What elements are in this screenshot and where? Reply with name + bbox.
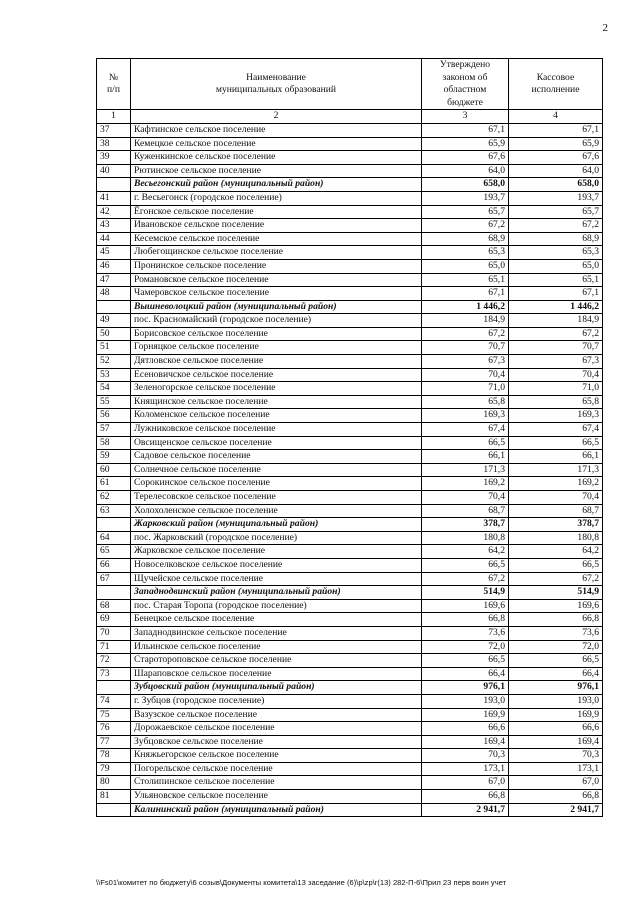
approved-amount: 65,1 bbox=[422, 273, 509, 287]
municipality-name: Борисовское сельское поселение bbox=[131, 327, 422, 341]
executed-amount: 67,2 bbox=[509, 219, 603, 233]
municipality-name: Пронинское сельское поселение bbox=[131, 259, 422, 273]
approved-amount: 171,3 bbox=[422, 463, 509, 477]
executed-amount: 193,7 bbox=[509, 191, 603, 205]
approved-amount: 976,1 bbox=[422, 681, 509, 695]
district-subtotal-row bbox=[97, 178, 603, 192]
table-row bbox=[97, 477, 603, 491]
district-subtotal-row bbox=[97, 681, 603, 695]
row-number: 62 bbox=[97, 491, 131, 505]
row-number: 70 bbox=[97, 626, 131, 640]
municipality-name: Дятловское сельское поселение bbox=[131, 355, 422, 369]
row-number: 48 bbox=[97, 287, 131, 301]
table-row bbox=[97, 219, 603, 233]
executed-amount: 67,2 bbox=[509, 572, 603, 586]
municipality-name: Калининский район (муниципальный район) bbox=[131, 803, 422, 817]
approved-amount: 173,1 bbox=[422, 762, 509, 776]
executed-amount: 66,8 bbox=[509, 790, 603, 804]
row-number: 76 bbox=[97, 722, 131, 736]
executed-amount: 169,9 bbox=[509, 708, 603, 722]
executed-amount: 2 941,7 bbox=[509, 803, 603, 817]
approved-amount: 67,2 bbox=[422, 219, 509, 233]
district-subtotal-row bbox=[97, 518, 603, 532]
row-number: 43 bbox=[97, 219, 131, 233]
table-row bbox=[97, 314, 603, 328]
approved-amount: 72,0 bbox=[422, 640, 509, 654]
table-row bbox=[97, 191, 603, 205]
approved-amount: 193,0 bbox=[422, 694, 509, 708]
approved-amount: 65,7 bbox=[422, 205, 509, 219]
row-number: 72 bbox=[97, 654, 131, 668]
row-number: 38 bbox=[97, 137, 131, 151]
municipality-name: Рютинское сельское поселение bbox=[131, 164, 422, 178]
approved-amount: 66,1 bbox=[422, 450, 509, 464]
municipality-name: Княщинское сельское поселение bbox=[131, 395, 422, 409]
municipality-name: Ивановское сельское поселение bbox=[131, 219, 422, 233]
municipality-name: Зубцовский район (муниципальный район) bbox=[131, 681, 422, 695]
table-row bbox=[97, 409, 603, 423]
table-row bbox=[97, 667, 603, 681]
approved-amount: 64,0 bbox=[422, 164, 509, 178]
approved-amount: 66,8 bbox=[422, 613, 509, 627]
column-index-2: 2 bbox=[131, 110, 422, 124]
row-number bbox=[97, 518, 131, 532]
approved-amount: 66,6 bbox=[422, 722, 509, 736]
approved-amount: 65,0 bbox=[422, 259, 509, 273]
municipality-name: г. Зубцов (городское поселение) bbox=[131, 694, 422, 708]
executed-amount: 173,1 bbox=[509, 762, 603, 776]
header-name: Наименование муниципальных образований bbox=[131, 59, 422, 110]
approved-amount: 67,6 bbox=[422, 151, 509, 165]
municipality-name: Терелесовское сельское поселение bbox=[131, 491, 422, 505]
approved-amount: 70,7 bbox=[422, 341, 509, 355]
executed-amount: 65,9 bbox=[509, 137, 603, 151]
table-row bbox=[97, 694, 603, 708]
table-row bbox=[97, 640, 603, 654]
column-index-1: 1 bbox=[97, 110, 131, 124]
table-row bbox=[97, 654, 603, 668]
executed-amount: 70,7 bbox=[509, 341, 603, 355]
column-index-4: 4 bbox=[509, 110, 603, 124]
district-subtotal-row bbox=[97, 803, 603, 817]
executed-amount: 67,2 bbox=[509, 327, 603, 341]
row-number: 69 bbox=[97, 613, 131, 627]
table-body bbox=[97, 123, 603, 816]
approved-amount: 180,8 bbox=[422, 531, 509, 545]
municipality-name: Садовое сельское поселение bbox=[131, 450, 422, 464]
row-number: 79 bbox=[97, 762, 131, 776]
municipality-name: Лужниковское сельское поселение bbox=[131, 423, 422, 437]
approved-amount: 67,0 bbox=[422, 776, 509, 790]
table-row bbox=[97, 776, 603, 790]
header-number: № п/п bbox=[97, 59, 131, 110]
approved-amount: 66,5 bbox=[422, 436, 509, 450]
executed-amount: 68,9 bbox=[509, 232, 603, 246]
table-row bbox=[97, 287, 603, 301]
municipality-name: Холохоленское сельское поселение bbox=[131, 504, 422, 518]
executed-amount: 67,0 bbox=[509, 776, 603, 790]
table-row bbox=[97, 246, 603, 260]
district-subtotal-row bbox=[97, 300, 603, 314]
table-row bbox=[97, 423, 603, 437]
approved-amount: 66,4 bbox=[422, 667, 509, 681]
approved-amount: 169,3 bbox=[422, 409, 509, 423]
municipality-name: Бенецкое сельское поселение bbox=[131, 613, 422, 627]
approved-amount: 514,9 bbox=[422, 586, 509, 600]
municipality-name: Любегощинское сельское поселение bbox=[131, 246, 422, 260]
table-row bbox=[97, 613, 603, 627]
approved-amount: 65,8 bbox=[422, 395, 509, 409]
executed-amount: 70,4 bbox=[509, 368, 603, 382]
executed-amount: 66,5 bbox=[509, 558, 603, 572]
row-number: 74 bbox=[97, 694, 131, 708]
row-number: 47 bbox=[97, 273, 131, 287]
row-number: 49 bbox=[97, 314, 131, 328]
table-row bbox=[97, 626, 603, 640]
municipality-name: Кемецкое сельское поселение bbox=[131, 137, 422, 151]
row-number: 68 bbox=[97, 599, 131, 613]
table-row bbox=[97, 749, 603, 763]
approved-amount: 169,9 bbox=[422, 708, 509, 722]
row-number: 60 bbox=[97, 463, 131, 477]
executed-amount: 67,4 bbox=[509, 423, 603, 437]
executed-amount: 169,6 bbox=[509, 599, 603, 613]
row-number: 56 bbox=[97, 409, 131, 423]
approved-amount: 67,1 bbox=[422, 123, 509, 137]
executed-amount: 169,4 bbox=[509, 735, 603, 749]
row-number: 37 bbox=[97, 123, 131, 137]
executed-amount: 171,3 bbox=[509, 463, 603, 477]
table-row bbox=[97, 436, 603, 450]
row-number: 59 bbox=[97, 450, 131, 464]
municipality-name: Куженкинское сельское поселение bbox=[131, 151, 422, 165]
row-number: 52 bbox=[97, 355, 131, 369]
row-number: 81 bbox=[97, 790, 131, 804]
approved-amount: 67,2 bbox=[422, 327, 509, 341]
municipality-name: Зубцовское сельское поселение bbox=[131, 735, 422, 749]
approved-amount: 193,7 bbox=[422, 191, 509, 205]
approved-amount: 378,7 bbox=[422, 518, 509, 532]
row-number: 80 bbox=[97, 776, 131, 790]
row-number: 63 bbox=[97, 504, 131, 518]
row-number: 75 bbox=[97, 708, 131, 722]
municipality-name: Чамеровское сельское поселение bbox=[131, 287, 422, 301]
table-row bbox=[97, 273, 603, 287]
header-executed: Кассовое исполнение bbox=[509, 59, 603, 110]
approved-amount: 71,0 bbox=[422, 382, 509, 396]
executed-amount: 193,0 bbox=[509, 694, 603, 708]
executed-amount: 184,9 bbox=[509, 314, 603, 328]
row-number: 45 bbox=[97, 246, 131, 260]
executed-amount: 65,3 bbox=[509, 246, 603, 260]
municipality-name: Столипинское сельское поселение bbox=[131, 776, 422, 790]
approved-amount: 70,4 bbox=[422, 491, 509, 505]
executed-amount: 70,3 bbox=[509, 749, 603, 763]
municipality-name: Вазузское сельское поселение bbox=[131, 708, 422, 722]
executed-amount: 67,3 bbox=[509, 355, 603, 369]
executed-amount: 65,7 bbox=[509, 205, 603, 219]
municipality-name: Коломенское сельское поселение bbox=[131, 409, 422, 423]
file-path-footer: \\Fs01\комитет по бюджету\6 созыв\Документы комитета\13 заседание (6)\р\zp\r(13) 282-П-6\Прил 23 перв воин учет bbox=[96, 878, 507, 887]
column-index-3: 3 bbox=[422, 110, 509, 124]
municipality-name: Жарковский район (муниципальный район) bbox=[131, 518, 422, 532]
approved-amount: 169,4 bbox=[422, 735, 509, 749]
row-number: 53 bbox=[97, 368, 131, 382]
municipality-name: Жарковское сельское поселение bbox=[131, 545, 422, 559]
row-number: 46 bbox=[97, 259, 131, 273]
row-number: 58 bbox=[97, 436, 131, 450]
column-index-row bbox=[97, 110, 603, 124]
budget-table bbox=[96, 58, 603, 817]
row-number: 41 bbox=[97, 191, 131, 205]
municipality-name: Зеленогорское сельское поселение bbox=[131, 382, 422, 396]
row-number: 50 bbox=[97, 327, 131, 341]
table-row bbox=[97, 790, 603, 804]
executed-amount: 169,3 bbox=[509, 409, 603, 423]
table-row bbox=[97, 735, 603, 749]
executed-amount: 169,2 bbox=[509, 477, 603, 491]
approved-amount: 66,5 bbox=[422, 558, 509, 572]
executed-amount: 67,6 bbox=[509, 151, 603, 165]
executed-amount: 66,8 bbox=[509, 613, 603, 627]
municipality-name: Сорокинское сельское поселение bbox=[131, 477, 422, 491]
executed-amount: 66,1 bbox=[509, 450, 603, 464]
table-row bbox=[97, 504, 603, 518]
row-number bbox=[97, 803, 131, 817]
district-subtotal-row bbox=[97, 586, 603, 600]
table-row bbox=[97, 450, 603, 464]
header-approved: Утверждено законом об областном бюджете bbox=[422, 59, 509, 110]
approved-amount: 65,3 bbox=[422, 246, 509, 260]
row-number: 67 bbox=[97, 572, 131, 586]
table-row bbox=[97, 341, 603, 355]
approved-amount: 184,9 bbox=[422, 314, 509, 328]
table-row bbox=[97, 123, 603, 137]
table-row bbox=[97, 599, 603, 613]
executed-amount: 64,0 bbox=[509, 164, 603, 178]
executed-amount: 68,7 bbox=[509, 504, 603, 518]
executed-amount: 67,1 bbox=[509, 123, 603, 137]
municipality-name: Погорельское сельское поселение bbox=[131, 762, 422, 776]
municipality-name: Весьегонский район (муниципальный район) bbox=[131, 178, 422, 192]
approved-amount: 66,8 bbox=[422, 790, 509, 804]
executed-amount: 66,4 bbox=[509, 667, 603, 681]
approved-amount: 68,7 bbox=[422, 504, 509, 518]
table-row bbox=[97, 395, 603, 409]
executed-amount: 65,1 bbox=[509, 273, 603, 287]
executed-amount: 378,7 bbox=[509, 518, 603, 532]
municipality-name: Ёгонское сельское поселение bbox=[131, 205, 422, 219]
approved-amount: 66,5 bbox=[422, 654, 509, 668]
table-row bbox=[97, 137, 603, 151]
row-number: 61 bbox=[97, 477, 131, 491]
table-row bbox=[97, 531, 603, 545]
row-number: 77 bbox=[97, 735, 131, 749]
municipality-name: Овсищенское сельское поселение bbox=[131, 436, 422, 450]
table-row bbox=[97, 355, 603, 369]
municipality-name: пос. Старая Торопа (городское поселение) bbox=[131, 599, 422, 613]
table-row bbox=[97, 722, 603, 736]
executed-amount: 70,4 bbox=[509, 491, 603, 505]
table-row bbox=[97, 545, 603, 559]
municipality-name: пос. Жарковский (городское поселение) bbox=[131, 531, 422, 545]
row-number: 64 bbox=[97, 531, 131, 545]
municipality-name: Западнодвинское сельское поселение bbox=[131, 626, 422, 640]
row-number: 42 bbox=[97, 205, 131, 219]
row-number: 65 bbox=[97, 545, 131, 559]
table-row bbox=[97, 327, 603, 341]
approved-amount: 169,2 bbox=[422, 477, 509, 491]
municipality-name: Вышневолоцкий район (муниципальный район) bbox=[131, 300, 422, 314]
approved-amount: 169,6 bbox=[422, 599, 509, 613]
table-row bbox=[97, 151, 603, 165]
municipality-name: Старотороповское сельское поселение bbox=[131, 654, 422, 668]
table-row bbox=[97, 205, 603, 219]
table-row bbox=[97, 232, 603, 246]
row-number: 44 bbox=[97, 232, 131, 246]
approved-amount: 1 446,2 bbox=[422, 300, 509, 314]
row-number: 54 bbox=[97, 382, 131, 396]
approved-amount: 67,4 bbox=[422, 423, 509, 437]
approved-amount: 73,6 bbox=[422, 626, 509, 640]
executed-amount: 66,6 bbox=[509, 722, 603, 736]
executed-amount: 67,1 bbox=[509, 287, 603, 301]
municipality-name: Шараповское сельское поселение bbox=[131, 667, 422, 681]
row-number: 57 bbox=[97, 423, 131, 437]
executed-amount: 65,8 bbox=[509, 395, 603, 409]
executed-amount: 64,2 bbox=[509, 545, 603, 559]
table-row bbox=[97, 762, 603, 776]
municipality-name: Дорожаевское сельское поселение bbox=[131, 722, 422, 736]
approved-amount: 67,1 bbox=[422, 287, 509, 301]
table-header-row bbox=[97, 59, 603, 110]
approved-amount: 658,0 bbox=[422, 178, 509, 192]
municipality-name: Кафтинское сельское поселение bbox=[131, 123, 422, 137]
approved-amount: 64,2 bbox=[422, 545, 509, 559]
table-row bbox=[97, 572, 603, 586]
row-number bbox=[97, 178, 131, 192]
approved-amount: 70,3 bbox=[422, 749, 509, 763]
row-number: 39 bbox=[97, 151, 131, 165]
approved-amount: 70,4 bbox=[422, 368, 509, 382]
table-row bbox=[97, 491, 603, 505]
row-number: 40 bbox=[97, 164, 131, 178]
municipality-name: Кесемское сельское поселение bbox=[131, 232, 422, 246]
executed-amount: 180,8 bbox=[509, 531, 603, 545]
executed-amount: 65,0 bbox=[509, 259, 603, 273]
municipality-name: Ульяновское сельское поселение bbox=[131, 790, 422, 804]
table-row bbox=[97, 558, 603, 572]
municipality-name: Горняцкое сельское поселение bbox=[131, 341, 422, 355]
row-number: 73 bbox=[97, 667, 131, 681]
municipality-name: Есеновичское сельское поселение bbox=[131, 368, 422, 382]
executed-amount: 73,6 bbox=[509, 626, 603, 640]
table-row bbox=[97, 368, 603, 382]
executed-amount: 66,5 bbox=[509, 436, 603, 450]
table-row bbox=[97, 164, 603, 178]
approved-amount: 67,2 bbox=[422, 572, 509, 586]
row-number: 51 bbox=[97, 341, 131, 355]
approved-amount: 68,9 bbox=[422, 232, 509, 246]
executed-amount: 72,0 bbox=[509, 640, 603, 654]
page-number: 2 bbox=[602, 22, 608, 34]
row-number bbox=[97, 300, 131, 314]
executed-amount: 976,1 bbox=[509, 681, 603, 695]
executed-amount: 66,5 bbox=[509, 654, 603, 668]
municipality-name: пос. Красномайский (городское поселение) bbox=[131, 314, 422, 328]
municipality-name: Западнодвинский район (муниципальный район) bbox=[131, 586, 422, 600]
approved-amount: 65,9 bbox=[422, 137, 509, 151]
row-number bbox=[97, 586, 131, 600]
approved-amount: 2 941,7 bbox=[422, 803, 509, 817]
row-number: 66 bbox=[97, 558, 131, 572]
executed-amount: 514,9 bbox=[509, 586, 603, 600]
table-row bbox=[97, 708, 603, 722]
table-row bbox=[97, 463, 603, 477]
municipality-name: г. Весьегонск (городское поселение) bbox=[131, 191, 422, 205]
municipality-name: Новоселковское сельское поселение bbox=[131, 558, 422, 572]
row-number: 78 bbox=[97, 749, 131, 763]
executed-amount: 658,0 bbox=[509, 178, 603, 192]
municipality-name: Солнечное сельское поселение bbox=[131, 463, 422, 477]
executed-amount: 71,0 bbox=[509, 382, 603, 396]
executed-amount: 1 446,2 bbox=[509, 300, 603, 314]
table-row bbox=[97, 259, 603, 273]
municipality-name: Ильинское сельское поселение bbox=[131, 640, 422, 654]
row-number: 55 bbox=[97, 395, 131, 409]
approved-amount: 67,3 bbox=[422, 355, 509, 369]
row-number bbox=[97, 681, 131, 695]
table-row bbox=[97, 382, 603, 396]
municipality-name: Романовское сельское поселение bbox=[131, 273, 422, 287]
municipality-name: Княжьегорское сельское поселение bbox=[131, 749, 422, 763]
municipality-name: Щучейское сельское поселение bbox=[131, 572, 422, 586]
row-number: 71 bbox=[97, 640, 131, 654]
